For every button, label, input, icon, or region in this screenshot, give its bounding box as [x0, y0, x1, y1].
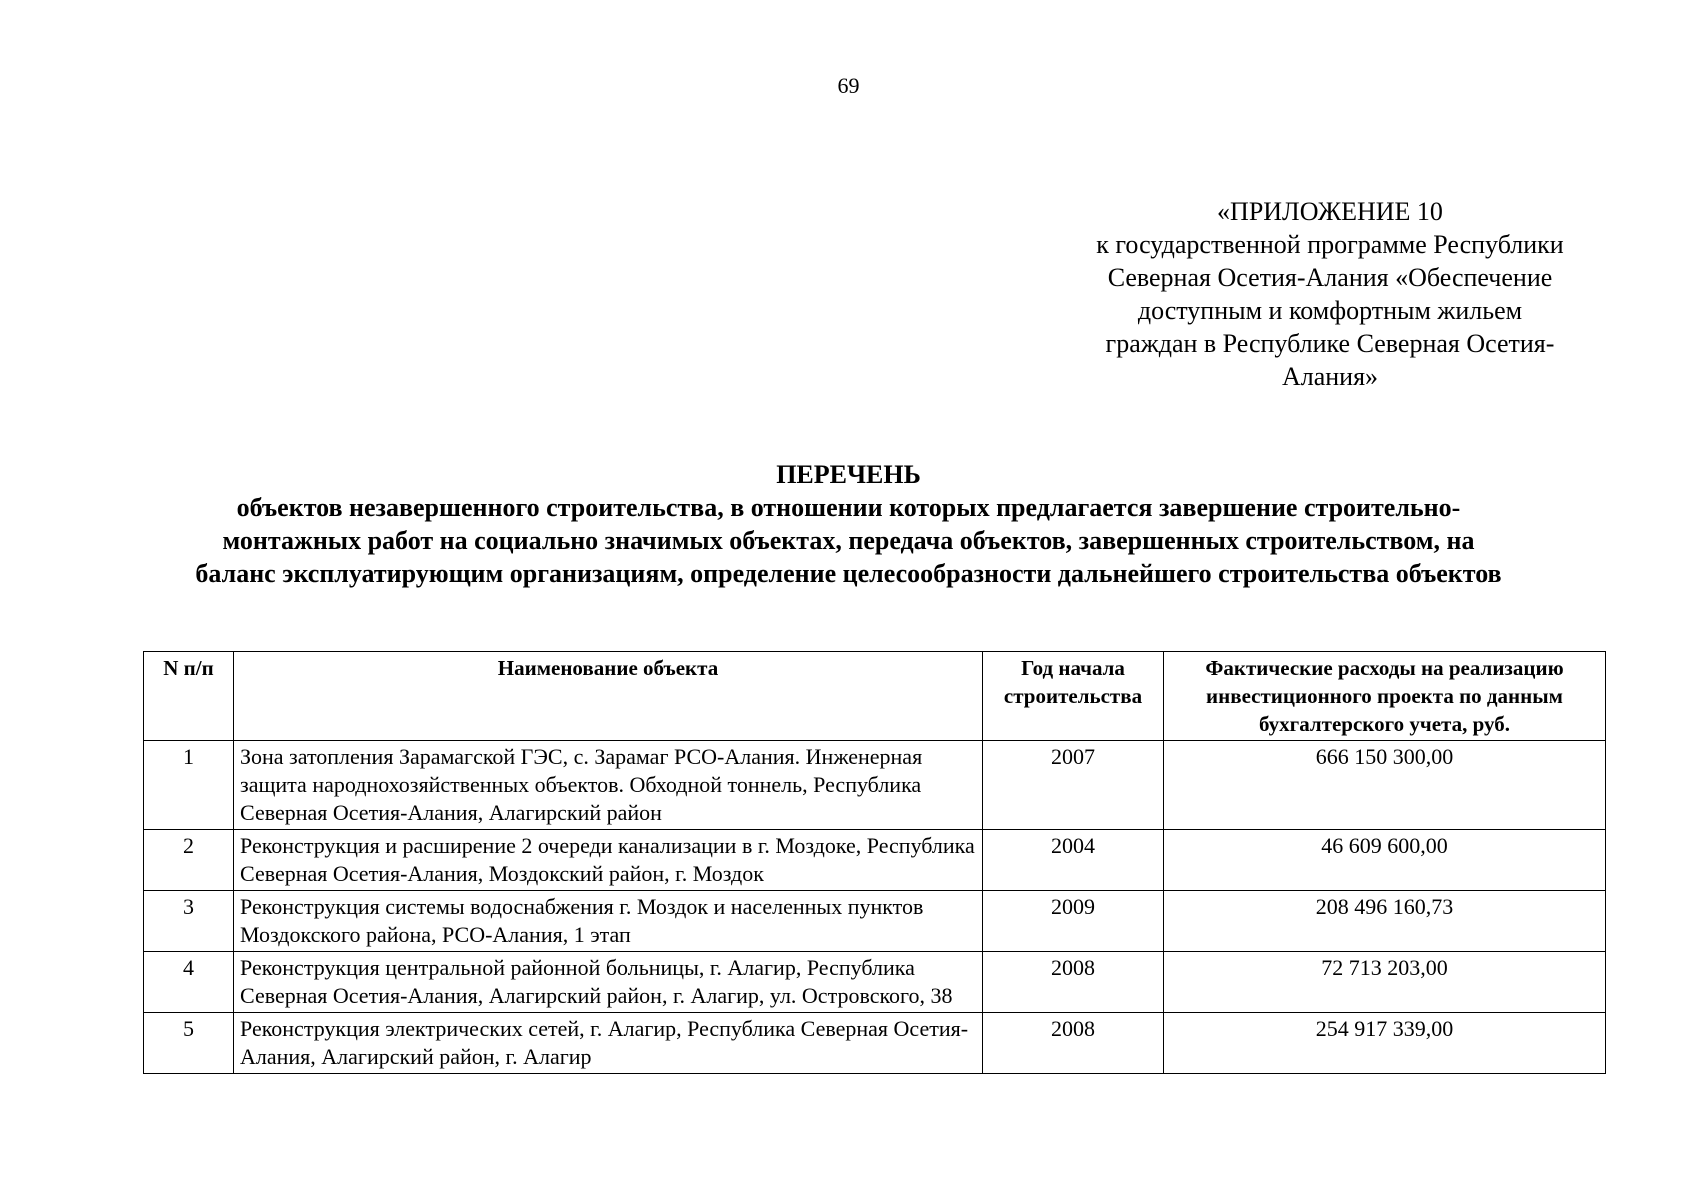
- row-cost: 46 609 600,00: [1164, 830, 1606, 891]
- row-name: Реконструкция центральной районной больницы, г. Алагир, Республика Северная Осетия-Алания, Алагирский район, г. Алагир, ул. Островского, 38: [234, 952, 983, 1013]
- row-num: 3: [144, 891, 234, 952]
- table-row: [144, 1013, 1606, 1074]
- appendix-line: Северная Осетия-Алания «Обеспечение: [1107, 263, 1553, 292]
- heading-line: объектов незавершенного строительства, в отношении которых предлагается завершение строительно-: [236, 493, 1461, 522]
- row-name: Реконструкция электрических сетей, г. Алагир, Республика Северная Осетия-Алания, Алагирский район, г. Алагир: [234, 1013, 983, 1074]
- table-header-row: [144, 652, 1606, 741]
- row-num: 2: [144, 830, 234, 891]
- row-num: 5: [144, 1013, 234, 1074]
- row-cost: 72 713 203,00: [1164, 952, 1606, 1013]
- row-year: 2008: [983, 952, 1164, 1013]
- heading-title: ПЕРЕЧЕНЬ: [776, 460, 921, 489]
- row-cost: 666 150 300,00: [1164, 741, 1606, 830]
- heading-line: монтажных работ на социально значимых объектах, передача объектов, завершенных строительством, на: [222, 526, 1475, 555]
- document-heading: [0, 458, 1697, 590]
- header-year: Год начала строительства: [983, 652, 1164, 741]
- row-cost: 254 917 339,00: [1164, 1013, 1606, 1074]
- row-year: 2008: [983, 1013, 1164, 1074]
- row-year: 2009: [983, 891, 1164, 952]
- appendix-line: к государственной программе Республики: [1096, 230, 1564, 259]
- row-name: Реконструкция и расширение 2 очереди канализации в г. Моздоке, Республика Северная Осетия-Алания, Моздокский район, г. Моздок: [234, 830, 983, 891]
- table-row: [144, 830, 1606, 891]
- row-year: 2004: [983, 830, 1164, 891]
- appendix-line: граждан в Республике Северная Осетия-: [1105, 329, 1555, 358]
- row-name: Зона затопления Зарамагской ГЭС, с. Зарамаг РСО-Алания. Инженерная защита народнохозяйственных объектов. Обходной тоннель, Республика Северная Осетия-Алания, Алагирский район: [234, 741, 983, 830]
- row-name: Реконструкция системы водоснабжения г. Моздок и населенных пунктов Моздокского района, РСО-Алания, 1 этап: [234, 891, 983, 952]
- table-row: [144, 952, 1606, 1013]
- appendix-block: [1045, 195, 1615, 393]
- header-cost: Фактические расходы на реализацию инвестиционного проекта по данным бухгалтерского учета, руб.: [1164, 652, 1606, 741]
- header-name: Наименование объекта: [234, 652, 983, 741]
- objects-table: [143, 651, 1606, 1074]
- header-num: N п/п: [144, 652, 234, 741]
- row-year: 2007: [983, 741, 1164, 830]
- appendix-line: Алания»: [1281, 362, 1379, 391]
- row-num: 4: [144, 952, 234, 1013]
- page-number: 69: [837, 73, 860, 98]
- table-row: [144, 891, 1606, 952]
- appendix-line: «ПРИЛОЖЕНИЕ 10: [1217, 197, 1443, 226]
- appendix-line: доступным и комфортным жильем: [1137, 296, 1523, 325]
- table-row: [144, 741, 1606, 830]
- row-num: 1: [144, 741, 234, 830]
- heading-line: баланс эксплуатирующим организациям, определение целесообразности дальнейшего строительства объектов: [195, 559, 1502, 588]
- row-cost: 208 496 160,73: [1164, 891, 1606, 952]
